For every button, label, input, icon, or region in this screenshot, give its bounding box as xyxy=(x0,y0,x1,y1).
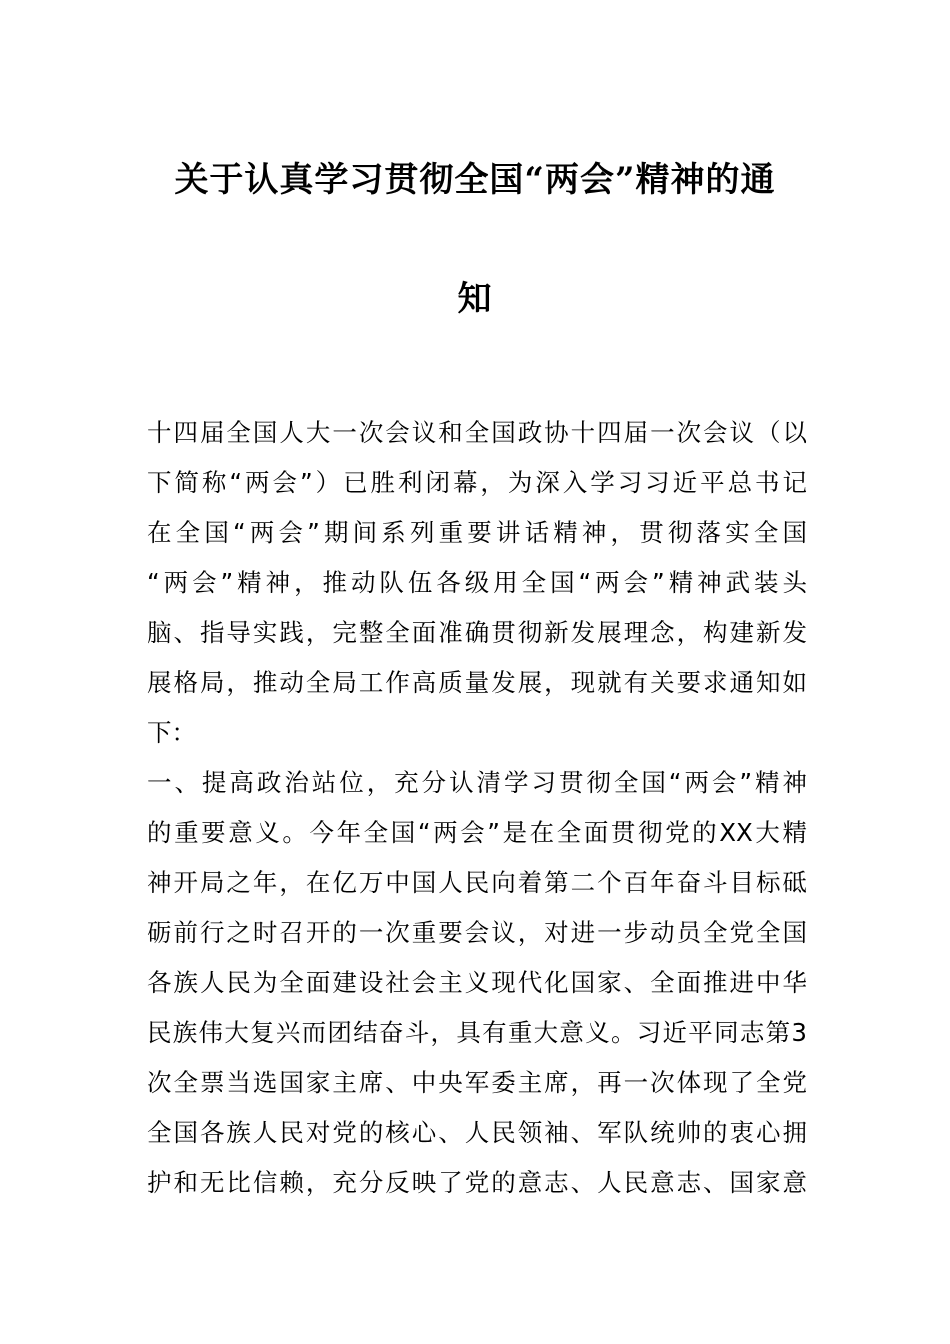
body-text-line: 展格局，推动全局工作高质量发展，现就有关要求通知如 xyxy=(147,668,807,697)
body-text-line: 一、提高政治站位，充分认清学习贯彻全国“两会”精神 xyxy=(147,768,807,797)
body-text-line: “两会”精神，推动队伍各级用全国“两会”精神武装头 xyxy=(147,568,807,597)
body-text-line: 各族人民为全面建设社会主义现代化国家、全面推进中华 xyxy=(147,968,807,997)
body-text-line: 下简称“两会”）已胜利闭幕，为深入学习习近平总书记 xyxy=(147,468,807,497)
body-text-line: 在全国“两会”期间系列重要讲话精神，贯彻落实全国 xyxy=(147,518,807,547)
body-text-line: 民族伟大复兴而团结奋斗，具有重大意义。习近平同志第3 xyxy=(147,1018,807,1047)
body-text-line: 全国各族人民对党的核心、人民领袖、军队统帅的衷心拥 xyxy=(147,1118,807,1147)
body-text-line: 次全票当选国家主席、中央军委主席，再一次体现了全党 xyxy=(147,1068,807,1097)
body-text-line: 神开局之年，在亿万中国人民向着第二个百年奋斗目标砥 xyxy=(147,868,807,897)
body-text-line: 砺前行之时召开的一次重要会议，对进一步动员全党全国 xyxy=(147,918,807,947)
body-text-line: 脑、指导实践，完整全面准确贯彻新发展理念，构建新发 xyxy=(147,618,807,647)
body-text-line: 的重要意义。今年全国“两会”是在全面贯彻党的XX大精 xyxy=(147,818,807,847)
body-text-line: 护和无比信赖，充分反映了党的意志、人民意志、国家意 xyxy=(147,1168,807,1197)
document-title-line-1: 关于认真学习贯彻全国“两会”精神的通 xyxy=(174,160,776,200)
body-text-line: 十四届全国人大一次会议和全国政协十四届一次会议（以 xyxy=(147,418,807,447)
body-text-line: 下： xyxy=(147,718,196,747)
document-title-line-2: 知 xyxy=(457,279,493,319)
